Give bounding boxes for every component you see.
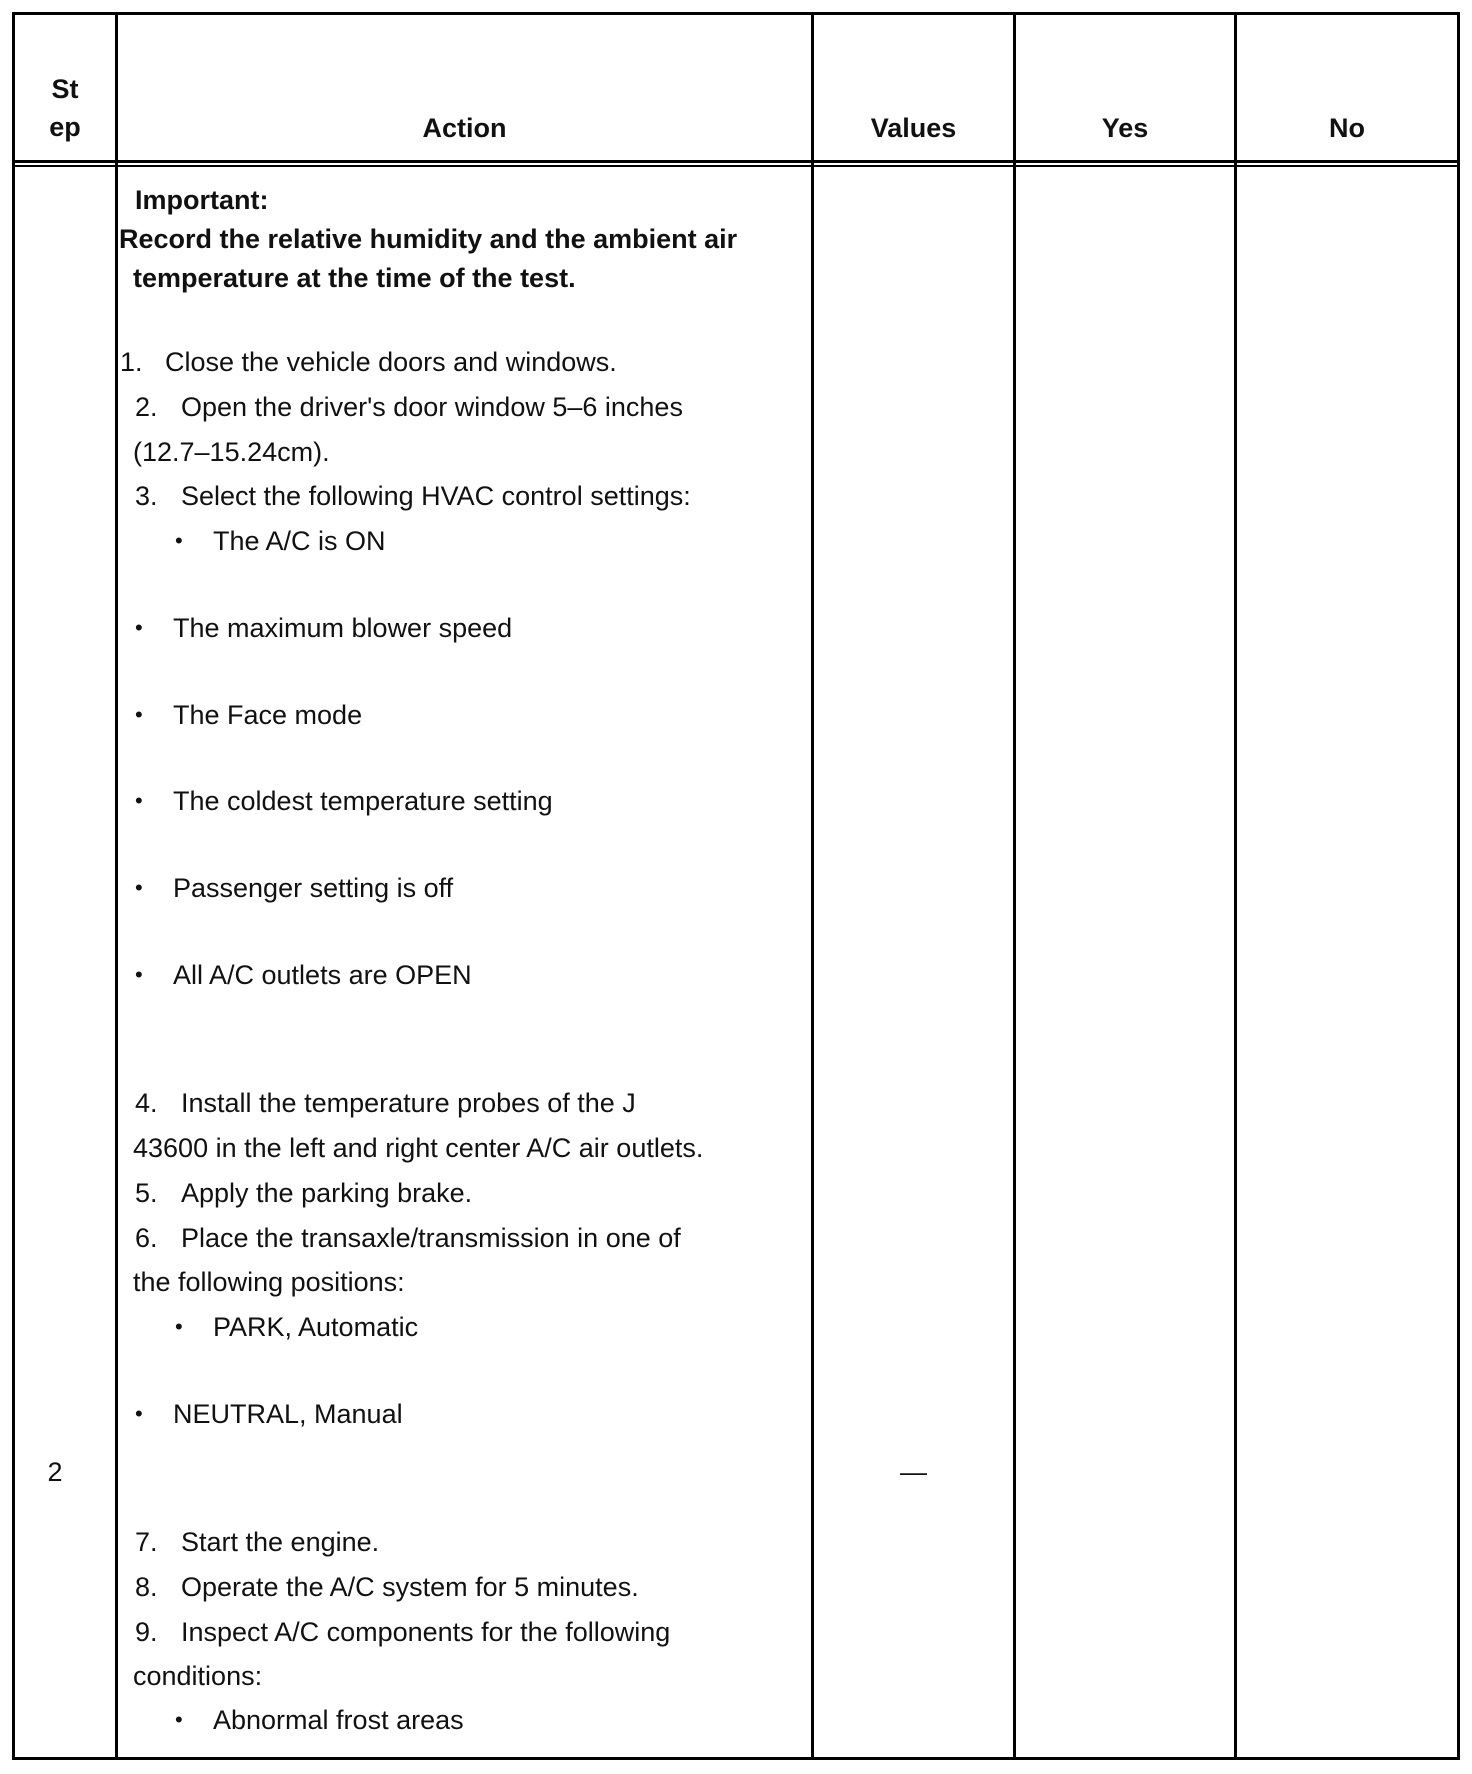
header-no: No [1329, 113, 1365, 143]
table-border-top [12, 12, 1460, 15]
col-divider-yes [1234, 12, 1237, 1760]
header-values: Values [870, 113, 957, 143]
item-9-continuation: conditions: [133, 1661, 263, 1691]
bullet-icon: • [175, 1314, 183, 1339]
values-cell: — [900, 1457, 927, 1487]
bullet-icon: • [135, 702, 143, 727]
setting-item: The coldest temperature setting [173, 786, 553, 816]
col-divider-action [811, 12, 814, 1760]
item-6-text: Place the transaxle/transmission in one of [181, 1223, 681, 1253]
setting-item: The Face mode [173, 700, 363, 730]
item-9-number: 9. [135, 1617, 158, 1647]
header-separator [12, 160, 1460, 163]
col-divider-values [1013, 12, 1016, 1760]
item-5-number: 5. [135, 1178, 158, 1208]
item-3-number: 3. [135, 481, 158, 511]
position-item: PARK, Automatic [213, 1312, 419, 1342]
item-1-text: Close the vehicle doors and windows. [165, 347, 617, 377]
item-6-continuation: the following positions: [133, 1267, 405, 1297]
setting-item: The maximum blower speed [173, 613, 513, 643]
setting-item: All A/C outlets are OPEN [173, 960, 472, 990]
item-2-number: 2. [135, 392, 158, 422]
bullet-icon: • [175, 528, 183, 553]
step-number: 2 [47, 1457, 63, 1487]
item-4-continuation: 43600 in the left and right center A/C air outlets. [133, 1133, 704, 1163]
condition-item: Abnormal frost areas [213, 1705, 464, 1735]
item-3-text: Select the following HVAC control settings: [181, 481, 691, 511]
item-7-text: Start the engine. [181, 1527, 380, 1557]
important-text-line2: temperature at the time of the test. [133, 263, 576, 293]
setting-item: The A/C is ON [213, 526, 386, 556]
item-8-text: Operate the A/C system for 5 minutes. [181, 1572, 639, 1602]
setting-item: Passenger setting is off [173, 873, 454, 903]
table-border-left [12, 12, 15, 1760]
header-yes: Yes [1101, 113, 1149, 143]
important-text-line1: Record the relative humidity and the ambient air [119, 224, 738, 254]
table-border-bottom [12, 1757, 1460, 1760]
item-1-number: 1. [120, 347, 143, 377]
item-2-continuation: (12.7–15.24cm). [133, 437, 330, 467]
bullet-icon: • [175, 1707, 183, 1732]
item-9-text: Inspect A/C components for the following [181, 1617, 671, 1647]
bullet-icon: • [135, 788, 143, 813]
bullet-icon: • [135, 1401, 143, 1426]
col-divider-step [115, 12, 118, 1760]
item-5-text: Apply the parking brake. [181, 1178, 473, 1208]
bullet-icon: • [135, 615, 143, 640]
item-8-number: 8. [135, 1572, 158, 1602]
header-step: St ep [49, 74, 81, 142]
item-2-text: Open the driver's door window 5–6 inches [181, 392, 683, 422]
item-4-number: 4. [135, 1088, 158, 1118]
header-separator-2 [12, 165, 1460, 167]
item-6-number: 6. [135, 1223, 158, 1253]
item-4-text: Install the temperature probes of the J [181, 1088, 636, 1118]
important-label: Important: [135, 185, 269, 215]
bullet-icon: • [135, 962, 143, 987]
bullet-icon: • [135, 875, 143, 900]
position-item: NEUTRAL, Manual [173, 1399, 403, 1429]
table-border-right [1457, 12, 1460, 1760]
header-action: Action [422, 113, 507, 143]
item-7-number: 7. [135, 1527, 158, 1557]
